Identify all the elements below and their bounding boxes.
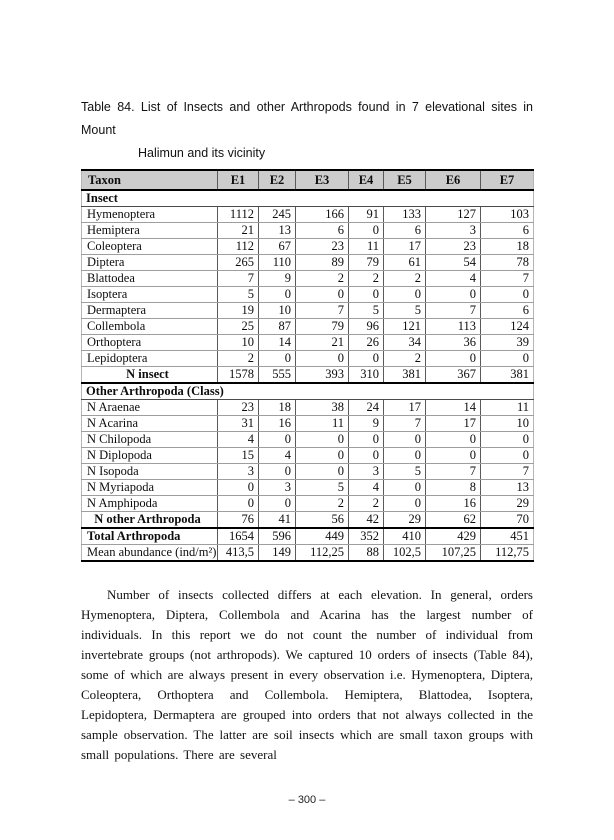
value-cell: 7 bbox=[426, 464, 481, 480]
table-row bbox=[82, 545, 534, 562]
table-row bbox=[82, 432, 534, 448]
taxon-cell: Lepidoptera bbox=[82, 351, 218, 367]
value-cell: 7 bbox=[481, 271, 534, 287]
value-cell: 0 bbox=[349, 351, 384, 367]
table-row bbox=[82, 335, 534, 351]
value-cell: 124 bbox=[481, 319, 534, 335]
value-cell: 7 bbox=[384, 416, 426, 432]
taxon-cell: Blattodea bbox=[82, 271, 218, 287]
value-cell: 149 bbox=[259, 545, 296, 562]
value-cell: 14 bbox=[259, 335, 296, 351]
taxon-cell: N Acarina bbox=[82, 416, 218, 432]
value-cell: 0 bbox=[426, 448, 481, 464]
value-cell: 0 bbox=[481, 287, 534, 303]
column-header: E2 bbox=[259, 170, 296, 190]
column-header: E4 bbox=[349, 170, 384, 190]
value-cell: 23 bbox=[296, 239, 349, 255]
value-cell: 1578 bbox=[218, 367, 259, 384]
table-body bbox=[82, 190, 534, 561]
value-cell: 3 bbox=[259, 480, 296, 496]
value-cell: 381 bbox=[384, 367, 426, 384]
value-cell: 112,25 bbox=[296, 545, 349, 562]
value-cell: 107,25 bbox=[426, 545, 481, 562]
value-cell: 121 bbox=[384, 319, 426, 335]
value-cell: 2 bbox=[296, 496, 349, 512]
column-header: E6 bbox=[426, 170, 481, 190]
value-cell: 61 bbox=[384, 255, 426, 271]
value-cell: 2 bbox=[349, 271, 384, 287]
value-cell: 0 bbox=[296, 464, 349, 480]
value-cell: 0 bbox=[384, 480, 426, 496]
value-cell: 0 bbox=[218, 480, 259, 496]
value-cell: 0 bbox=[296, 287, 349, 303]
value-cell: 0 bbox=[296, 351, 349, 367]
taxon-cell: N Diplopoda bbox=[82, 448, 218, 464]
table-row bbox=[82, 319, 534, 335]
value-cell: 5 bbox=[384, 464, 426, 480]
value-cell: 1654 bbox=[218, 528, 259, 545]
value-cell: 39 bbox=[481, 335, 534, 351]
value-cell: 34 bbox=[384, 335, 426, 351]
value-cell: 6 bbox=[481, 303, 534, 319]
value-cell: 6 bbox=[296, 223, 349, 239]
value-cell: 11 bbox=[296, 416, 349, 432]
value-cell: 0 bbox=[349, 287, 384, 303]
value-cell: 112 bbox=[218, 239, 259, 255]
taxon-cell: Hemiptera bbox=[82, 223, 218, 239]
value-cell: 18 bbox=[481, 239, 534, 255]
taxon-cell: Collembola bbox=[82, 319, 218, 335]
value-cell: 41 bbox=[259, 512, 296, 529]
value-cell: 89 bbox=[296, 255, 349, 271]
value-cell: 245 bbox=[259, 207, 296, 223]
table-row bbox=[82, 255, 534, 271]
value-cell: 79 bbox=[296, 319, 349, 335]
table-row bbox=[82, 448, 534, 464]
value-cell: 9 bbox=[349, 416, 384, 432]
value-cell: 265 bbox=[218, 255, 259, 271]
table-row bbox=[82, 207, 534, 223]
value-cell: 7 bbox=[426, 303, 481, 319]
value-cell: 0 bbox=[259, 351, 296, 367]
value-cell: 3 bbox=[218, 464, 259, 480]
value-cell: 3 bbox=[426, 223, 481, 239]
value-cell: 67 bbox=[259, 239, 296, 255]
value-cell: 26 bbox=[349, 335, 384, 351]
value-cell: 10 bbox=[218, 335, 259, 351]
value-cell: 0 bbox=[384, 448, 426, 464]
value-cell: 112,75 bbox=[481, 545, 534, 562]
value-cell: 9 bbox=[259, 271, 296, 287]
value-cell: 5 bbox=[218, 287, 259, 303]
value-cell: 410 bbox=[384, 528, 426, 545]
value-cell: 110 bbox=[259, 255, 296, 271]
table-row bbox=[82, 416, 534, 432]
value-cell: 13 bbox=[259, 223, 296, 239]
table-header-row bbox=[82, 170, 534, 190]
value-cell: 367 bbox=[426, 367, 481, 384]
page-number: – 300 – bbox=[288, 794, 326, 806]
value-cell: 17 bbox=[384, 400, 426, 416]
value-cell: 54 bbox=[426, 255, 481, 271]
value-cell: 2 bbox=[349, 496, 384, 512]
value-cell: 4 bbox=[218, 432, 259, 448]
value-cell: 127 bbox=[426, 207, 481, 223]
value-cell: 11 bbox=[481, 400, 534, 416]
table-row bbox=[82, 400, 534, 416]
table-row bbox=[82, 528, 534, 545]
value-cell: 17 bbox=[426, 416, 481, 432]
value-cell: 38 bbox=[296, 400, 349, 416]
value-cell: 0 bbox=[384, 287, 426, 303]
value-cell: 310 bbox=[349, 367, 384, 384]
column-header: E3 bbox=[296, 170, 349, 190]
table-row bbox=[82, 496, 534, 512]
value-cell: 19 bbox=[218, 303, 259, 319]
table-row bbox=[82, 464, 534, 480]
value-cell: 17 bbox=[384, 239, 426, 255]
table-row bbox=[82, 480, 534, 496]
table-row bbox=[82, 303, 534, 319]
taxon-cell: Hymenoptera bbox=[82, 207, 218, 223]
taxon-cell: Total Arthropoda bbox=[82, 528, 218, 545]
value-cell: 16 bbox=[426, 496, 481, 512]
value-cell: 0 bbox=[384, 432, 426, 448]
value-cell: 14 bbox=[426, 400, 481, 416]
taxon-cell: Coleoptera bbox=[82, 239, 218, 255]
value-cell: 23 bbox=[218, 400, 259, 416]
value-cell: 29 bbox=[481, 496, 534, 512]
column-header: E7 bbox=[481, 170, 534, 190]
taxon-cell: Isoptera bbox=[82, 287, 218, 303]
value-cell: 4 bbox=[426, 271, 481, 287]
value-cell: 0 bbox=[349, 432, 384, 448]
table-row bbox=[82, 367, 534, 384]
value-cell: 56 bbox=[296, 512, 349, 529]
value-cell: 10 bbox=[259, 303, 296, 319]
value-cell: 0 bbox=[259, 287, 296, 303]
value-cell: 0 bbox=[426, 287, 481, 303]
value-cell: 24 bbox=[349, 400, 384, 416]
value-cell: 15 bbox=[218, 448, 259, 464]
column-header: Taxon bbox=[82, 170, 218, 190]
value-cell: 18 bbox=[259, 400, 296, 416]
table-row bbox=[82, 287, 534, 303]
value-cell: 25 bbox=[218, 319, 259, 335]
value-cell: 62 bbox=[426, 512, 481, 529]
value-cell: 0 bbox=[481, 351, 534, 367]
value-cell: 596 bbox=[259, 528, 296, 545]
taxon-cell: N other Arthropoda bbox=[82, 512, 218, 529]
value-cell: 42 bbox=[349, 512, 384, 529]
value-cell: 6 bbox=[384, 223, 426, 239]
taxon-cell: N Isopoda bbox=[82, 464, 218, 480]
column-header: E5 bbox=[384, 170, 426, 190]
column-header: E1 bbox=[218, 170, 259, 190]
value-cell: 7 bbox=[296, 303, 349, 319]
value-cell: 11 bbox=[349, 239, 384, 255]
value-cell: 133 bbox=[384, 207, 426, 223]
value-cell: 4 bbox=[349, 480, 384, 496]
value-cell: 2 bbox=[296, 271, 349, 287]
value-cell: 5 bbox=[349, 303, 384, 319]
value-cell: 5 bbox=[296, 480, 349, 496]
value-cell: 0 bbox=[259, 496, 296, 512]
table-caption-line1: Table 84. List of Insects and other Arthropods found in 7 elevational sites in Mount bbox=[81, 100, 533, 137]
taxon-cell: Diptera bbox=[82, 255, 218, 271]
value-cell: 36 bbox=[426, 335, 481, 351]
table-row bbox=[82, 223, 534, 239]
taxon-cell: N Amphipoda bbox=[82, 496, 218, 512]
value-cell: 13 bbox=[481, 480, 534, 496]
value-cell: 4 bbox=[259, 448, 296, 464]
value-cell: 1112 bbox=[218, 207, 259, 223]
value-cell: 7 bbox=[481, 464, 534, 480]
value-cell: 10 bbox=[481, 416, 534, 432]
value-cell: 16 bbox=[259, 416, 296, 432]
taxon-cell: N Myriapoda bbox=[82, 480, 218, 496]
value-cell: 113 bbox=[426, 319, 481, 335]
value-cell: 449 bbox=[296, 528, 349, 545]
value-cell: 8 bbox=[426, 480, 481, 496]
value-cell: 5 bbox=[384, 303, 426, 319]
value-cell: 0 bbox=[296, 448, 349, 464]
value-cell: 2 bbox=[218, 351, 259, 367]
value-cell: 0 bbox=[384, 496, 426, 512]
body-paragraph: Number of insects collected differs at each elevation. In general, orders Hymenoptera, Diptera, Collembola and Acarina has the largest number of individuals. In this report we do not count the number of individual from invertebrate groups (not arthropods). We captured 10 orders of insects (Table 84), some of which are always present in every observation i.e. Hymenoptera, Diptera, Coleoptera, Orthoptera and Collembola. Hemiptera, Blattodea, Isoptera, Lepidoptera, Dermaptera are grouped into orders that not always collected in the sample observation. The latter are soil insects which are small taxon groups with small populations. There are several bbox=[81, 587, 533, 762]
value-cell: 102,5 bbox=[384, 545, 426, 562]
value-cell: 0 bbox=[426, 432, 481, 448]
table-row bbox=[82, 351, 534, 367]
table-caption bbox=[81, 96, 533, 165]
value-cell: 31 bbox=[218, 416, 259, 432]
value-cell: 70 bbox=[481, 512, 534, 529]
value-cell: 2 bbox=[384, 271, 426, 287]
table-row bbox=[82, 271, 534, 287]
value-cell: 0 bbox=[426, 351, 481, 367]
value-cell: 79 bbox=[349, 255, 384, 271]
value-cell: 29 bbox=[384, 512, 426, 529]
value-cell: 23 bbox=[426, 239, 481, 255]
value-cell: 78 bbox=[481, 255, 534, 271]
table-row bbox=[82, 512, 534, 529]
section-label: Insect bbox=[82, 190, 534, 207]
value-cell: 6 bbox=[481, 223, 534, 239]
taxon-cell: N Araenae bbox=[82, 400, 218, 416]
value-cell: 393 bbox=[296, 367, 349, 384]
value-cell: 21 bbox=[218, 223, 259, 239]
value-cell: 451 bbox=[481, 528, 534, 545]
taxon-cell: Mean abundance (ind/m²) bbox=[82, 545, 218, 562]
value-cell: 7 bbox=[218, 271, 259, 287]
value-cell: 21 bbox=[296, 335, 349, 351]
value-cell: 87 bbox=[259, 319, 296, 335]
value-cell: 166 bbox=[296, 207, 349, 223]
value-cell: 96 bbox=[349, 319, 384, 335]
table-row bbox=[82, 239, 534, 255]
value-cell: 555 bbox=[259, 367, 296, 384]
value-cell: 381 bbox=[481, 367, 534, 384]
table-caption-line2: Halimun and its vicinity bbox=[138, 146, 266, 160]
value-cell: 352 bbox=[349, 528, 384, 545]
section-label: Other Arthropoda (Class) bbox=[82, 383, 534, 400]
table-row bbox=[82, 190, 534, 207]
value-cell: 103 bbox=[481, 207, 534, 223]
taxon-cell: Orthoptera bbox=[82, 335, 218, 351]
arthropod-table bbox=[81, 169, 534, 562]
value-cell: 2 bbox=[384, 351, 426, 367]
value-cell: 0 bbox=[296, 432, 349, 448]
value-cell: 0 bbox=[259, 464, 296, 480]
table-row bbox=[82, 383, 534, 400]
value-cell: 76 bbox=[218, 512, 259, 529]
value-cell: 91 bbox=[349, 207, 384, 223]
value-cell: 0 bbox=[349, 223, 384, 239]
page-content bbox=[81, 96, 533, 806]
taxon-cell: Dermaptera bbox=[82, 303, 218, 319]
value-cell: 429 bbox=[426, 528, 481, 545]
value-cell: 0 bbox=[349, 448, 384, 464]
value-cell: 0 bbox=[481, 432, 534, 448]
value-cell: 0 bbox=[259, 432, 296, 448]
value-cell: 88 bbox=[349, 545, 384, 562]
value-cell: 0 bbox=[218, 496, 259, 512]
taxon-cell: N Chilopoda bbox=[82, 432, 218, 448]
value-cell: 3 bbox=[349, 464, 384, 480]
value-cell: 0 bbox=[481, 448, 534, 464]
taxon-cell: N insect bbox=[82, 367, 218, 384]
value-cell: 413,5 bbox=[218, 545, 259, 562]
